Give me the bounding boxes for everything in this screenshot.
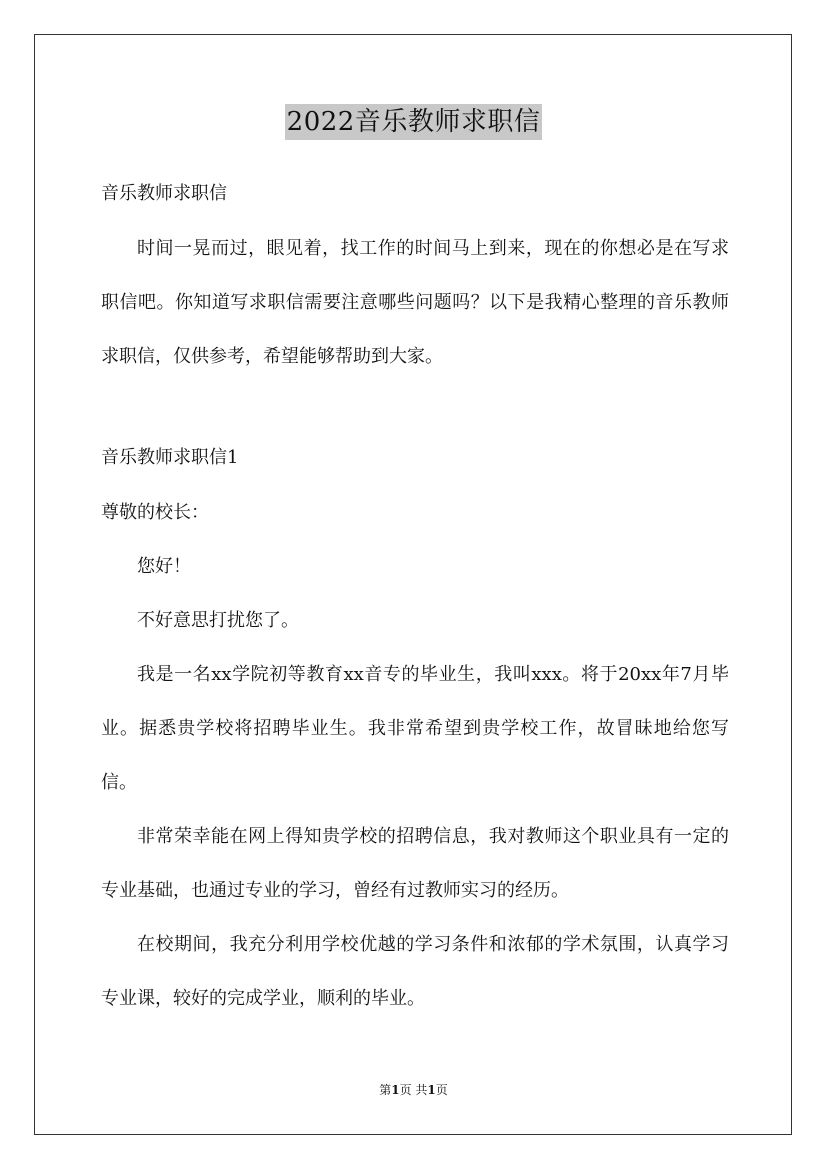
section-title: 音乐教师求职信1: [101, 447, 239, 468]
greeting: 您好！: [137, 556, 191, 577]
page-suffix: 页: [435, 1083, 448, 1097]
paragraph-1: 不好意思打扰您了。: [137, 610, 299, 631]
section-spacer: [101, 384, 729, 430]
page-mid: 页 共: [399, 1083, 428, 1097]
page-footer: [0, 1082, 827, 1098]
document-body: [101, 166, 729, 1026]
subtitle: 音乐教师求职信: [101, 183, 227, 204]
paragraph-2: 我是一名xx学院初等教育xx音专的毕业生，我叫xxx。将于20xx年7月毕业。据悉贵学校将招聘毕业生。我非常希望到贵学校工作，故冒昧地给您写信。: [101, 664, 729, 793]
salutation: 尊敬的校长：: [101, 502, 209, 523]
intro-paragraph: 时间一晃而过，眼见着，找工作的时间马上到来，现在的你想必是在写求职信吧。你知道写求职信需要注意哪些问题吗？以下是我精心整理的音乐教师求职信，仅供参考，希望能够帮助到大家。: [101, 238, 729, 367]
page-total: 1: [427, 1083, 436, 1097]
page-prefix: 第: [379, 1083, 392, 1097]
document-title: 2022音乐教师求职信: [285, 104, 543, 140]
title-container: [0, 104, 827, 140]
paragraph-4: 在校期间，我充分利用学校优越的学习条件和浓郁的学术氛围，认真学习专业课，较好的完成学业，顺利的毕业。: [101, 934, 729, 1009]
paragraph-3: 非常荣幸能在网上得知贵学校的招聘信息，我对教师这个职业具有一定的专业基础，也通过专业的学习，曾经有过教师实习的经历。: [101, 826, 729, 901]
page-current: 1: [391, 1083, 400, 1097]
